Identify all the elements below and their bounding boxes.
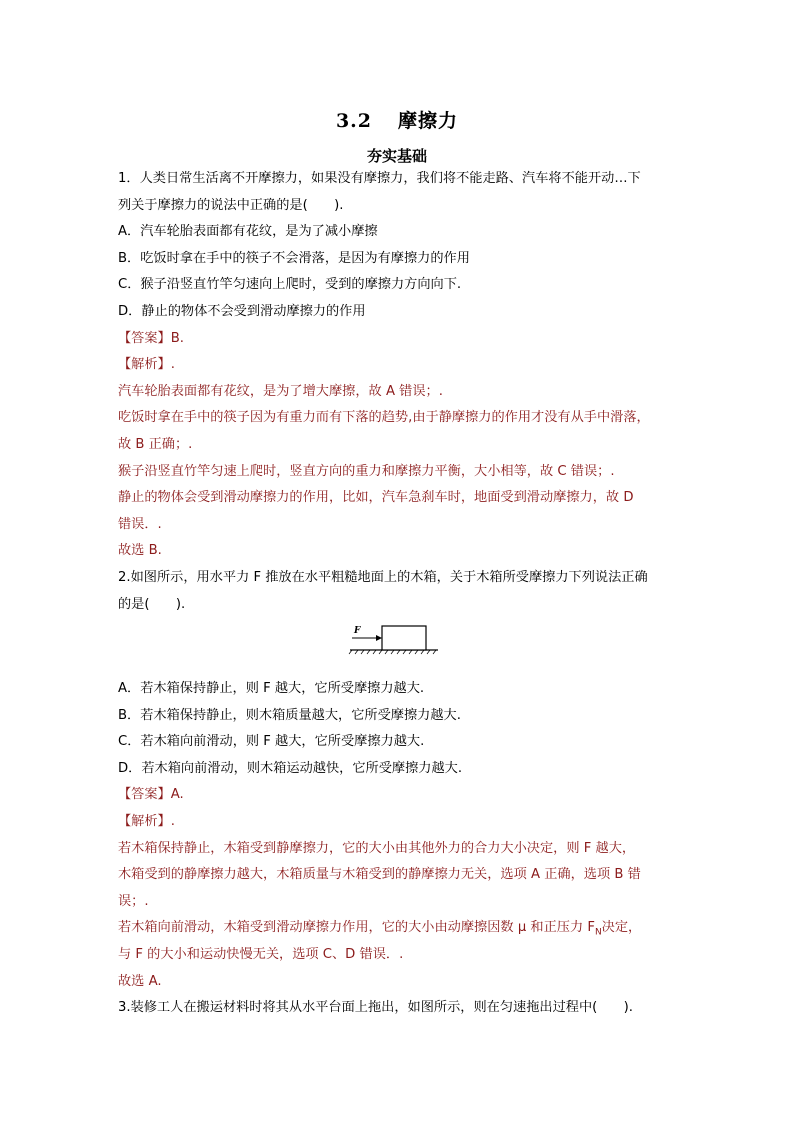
q2-explanation-2a: [118, 915, 678, 942]
force-label: F: [354, 626, 361, 637]
q2-option-b: B．若木箱保持静止，则木箱质量越大，它所受摩擦力越大.: [118, 707, 461, 723]
q1-option-b: B．吃饭时拿在手中的筷子不会滑落，是因为有摩擦力的作用: [118, 250, 470, 266]
q1-conclusion: 故选 B.: [118, 543, 162, 559]
q2-conclusion: 故选 A.: [118, 973, 162, 989]
q2-option-c: C．若木箱向前滑动，则 F 越大，它所受摩擦力越大.: [118, 734, 425, 750]
q2-stem-line-2: 的是( ).: [118, 596, 186, 612]
page-title: [0, 106, 794, 133]
q2-answer: 【答案】A.: [118, 787, 184, 803]
q1-option-c: C．猴子沿竖直竹竿匀速向上爬时，受到的摩擦力方向向下.: [118, 277, 462, 293]
q2-explanation-1a: 若木箱保持静止，木箱受到静摩擦力，它的大小由其他外力的合力大小决定，则 F 越大，: [118, 840, 636, 856]
q1-answer: 【答案】B.: [118, 330, 184, 346]
q1-explanation-3: 猴子沿竖直竹竿匀速上爬时，竖直方向的重力和摩擦力平衡，大小相等，故 C 错误；.: [118, 463, 615, 479]
box-pushed-by-force-diagram: [348, 624, 448, 674]
q1-explanation-4a: 静止的物体会受到滑动摩擦力的作用，比如，汽车急刹车时，地面受到滑动摩擦力，故 D: [118, 490, 634, 506]
q1-explanation-2b: 故 B 正确；.: [118, 436, 193, 452]
q1-analysis-label: 【解析】.: [118, 357, 175, 373]
normal-force-subscript: N: [594, 928, 602, 939]
q2-explanation-2a-text: 若木箱向前滑动，木箱受到滑动摩擦力作用，它的大小由动摩擦因数 μ 和正压力 F: [118, 920, 595, 936]
section-heading: 夯实基础: [366, 147, 427, 165]
q1-stem-line-1: 1．人类日常生活离不开摩擦力，如果没有摩擦力，我们将不能走路、汽车将不能开动…下: [118, 171, 641, 186]
q1-explanation-4b: 错误．.: [118, 516, 162, 532]
q2-figure: [118, 618, 678, 676]
title-text: 摩擦力: [398, 110, 459, 132]
q2-explanation-2b: 与 F 的大小和运动快慢无关，选项 C、D 错误．.: [118, 947, 404, 963]
q1-option-d: D．静止的物体不会受到滑动摩擦力的作用: [118, 303, 366, 319]
q3-stem-line-1: 3.装修工人在搬运材料时将其从水平台面上拖出，如图所示，则在匀速拖出过程中( ).: [118, 1000, 633, 1016]
title-number: 3.2: [335, 110, 373, 132]
q2-option-d: D．若木箱向前滑动，则木箱运动越快，它所受摩擦力越大.: [118, 760, 463, 776]
q1-option-a: A．汽车轮胎表面都有花纹，是为了减小摩擦: [118, 224, 378, 240]
q1-stem-line-2: 列关于摩擦力的说法中正确的是( ).: [118, 197, 344, 213]
q1-explanation-2a: 吃饭时拿在手中的筷子因为有重力而有下落的趋势,由于静摩擦力的作用才没有从手中滑落，: [118, 410, 650, 426]
q2-analysis-label: 【解析】.: [118, 814, 175, 830]
q2-explanation-1c: 误；.: [118, 893, 149, 909]
q2-option-a: A．若木箱保持静止，则 F 越大，它所受摩擦力越大.: [118, 681, 425, 697]
q2-explanation-2a-end: 决定，: [601, 920, 642, 936]
q1-explanation-1: 汽车轮胎表面都有花纹，是为了增大摩擦，故 A 错误；.: [118, 383, 443, 399]
q2-explanation-1b: 木箱受到的静摩擦力越大，木箱质量与木箱受到的静摩擦力无关，选项 A 正确，选项 B 错: [118, 867, 641, 883]
content: [118, 166, 678, 1022]
q2-stem-line-1: 2.如图所示，用水平力 F 推放在水平粗糙地面上的木箱，关于木箱所受摩擦力下列说法正确: [118, 569, 648, 585]
